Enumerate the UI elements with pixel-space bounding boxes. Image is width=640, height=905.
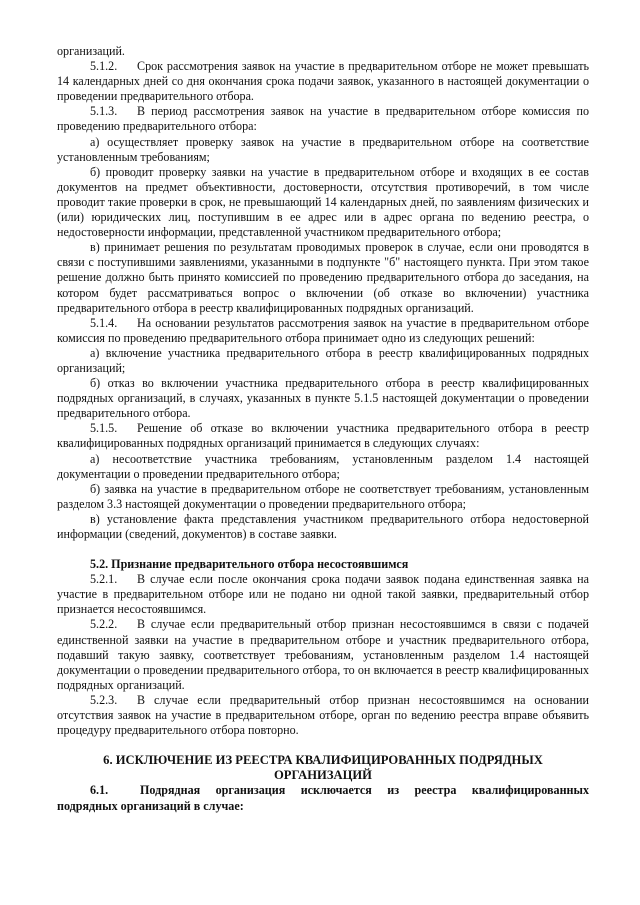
- subclause-text: а) осуществляет проверку заявок на участие в предварительном отборе на соответствие установленным требованиям;: [57, 134, 589, 164]
- clause-number: 5.2.2.: [90, 617, 118, 632]
- subclause-text: в) установление факта представления участником предварительного отбора недостоверной информации (сведений, документов) в составе заявки.: [57, 511, 589, 541]
- subclause-v: [57, 512, 589, 542]
- clause-text: В случае если после окончания срока подачи заявок подана единственная заявка на участие в предварительном отборе или не подано ни одной такой заявки, предварительный отбор признается несостоявшимся.: [57, 572, 589, 617]
- clause-5-1-2: [57, 59, 589, 104]
- clause-number: 5.1.2.: [90, 59, 118, 74]
- subclause-text: б) отказ во включении участника предварительного отбора в реестр квалифицированных подрядных организаций, в случаях, указанных в пункте 5.1.5 настоящей документации о проведении предварительного отбора.: [57, 376, 589, 421]
- subclause-b: [57, 165, 589, 240]
- subclause-b: [57, 376, 589, 421]
- clause-number: 5.1.3.: [90, 104, 118, 119]
- clause-number: 5.1.4.: [90, 315, 118, 330]
- spacer: [57, 738, 589, 753]
- clause-number: 5.2.3.: [90, 692, 118, 707]
- clause-number: 6.1.: [90, 783, 109, 798]
- subclause-a: [57, 452, 589, 482]
- clause-text: В случае если предварительный отбор признан несостоявшимся в связи с подачей единственной заявки на участие в предварительном отборе и участник предварительного отбора, подавший такую заявку, соответствует требованиям, установленным разделом 1.4 настоящей документации о проведении предварительного отбора, то он включается в реестр квалифицированных подрядных организаций.: [57, 617, 589, 692]
- spacer: [57, 542, 589, 557]
- subclause-text: б) заявка на участие в предварительном отборе не соответствует требованиям, установленным разделом 3.3 настоящей документации о проведении предварительного отбора;: [57, 481, 589, 511]
- subclause-text: а) включение участника предварительного отбора в реестр квалифицированных подрядных организаций;: [57, 345, 589, 375]
- subclause-v: [57, 240, 589, 315]
- subclause-text: б) проводит проверку заявки на участие в предварительном отборе и входящих в ее состав документов на предмет объективности, достоверности, отсутствия противоречий, в том числе проводит такие проверки в срок, не превышающий 14 календарных дней, по заявлениям физических и (или) юридических лиц, поступившим в ее адрес или в адрес органа по ведению реестра, о недостоверности информации, представленной участником предварительного отбора;: [57, 164, 589, 240]
- clause-5-1-4: [57, 316, 589, 346]
- paragraph-continuation: [57, 44, 589, 59]
- subclause-a: [57, 135, 589, 165]
- clause-text: Подрядная организация исключается из реестра квалифицированных подрядных организаций в случае:: [57, 783, 589, 813]
- clause-text: На основании результатов рассмотрения заявок на участие в предварительном отборе комиссия по проведению предварительного отбора принимает одно из следующих решений:: [57, 315, 589, 345]
- clause-number: 5.1.5.: [90, 421, 118, 436]
- clause-5-1-3: [57, 104, 589, 134]
- clause-5-2-1: [57, 572, 589, 617]
- paragraph-text: организаций.: [57, 44, 125, 58]
- clause-text: В период рассмотрения заявок на участие в предварительном отборе комиссия по проведению предварительного отбора:: [57, 104, 589, 134]
- subclause-text: а) несоответствие участника требованиям, установленным разделом 1.4 настоящей документации о проведении предварительного отбора;: [57, 451, 589, 481]
- clause-6-1: [57, 783, 589, 813]
- clause-text: В случае если предварительный отбор признан несостоявшимся на основании отсутствия заявок на участие в предварительном отборе, орган по ведению реестра вправе объявить процедуру предварительного отбора повторно.: [57, 692, 589, 738]
- clause-text: Срок рассмотрения заявок на участие в предварительном отборе не может превышать 14 календарных дней со дня окончания срока подачи заявок, указанного в настоящей документации о проведении предварительного отбора.: [57, 59, 589, 104]
- clause-number: 5.2.1.: [90, 572, 118, 587]
- subclause-text: в) принимает решения по результатам проводимых проверок в случае, если они проводятся в связи с поступившими заявлениями, указанными в подпункте "б" настоящего пункта. При этом такое решение должно быть принято комиссией по проведению предварительного отбора до заседания, на котором будет рассматриваться вопрос о включении (об отказе во включении) участника предварительного отбора в реестр квалифицированных подрядных организаций.: [57, 240, 589, 315]
- clause-5-2-3: [57, 693, 589, 738]
- subclause-b: [57, 482, 589, 512]
- document-page: [57, 44, 589, 814]
- clause-5-2-2: [57, 617, 589, 692]
- section-5-2-heading: 5.2. Признание предварительного отбора несостоявшимся: [90, 557, 409, 572]
- section-6-heading-line-2: ОРГАНИЗАЦИЙ: [274, 768, 372, 783]
- subclause-a: [57, 346, 589, 376]
- section-6-heading-line-1: 6. ИСКЛЮЧЕНИЕ ИЗ РЕЕСТРА КВАЛИФИЦИРОВАННЫХ ПОДРЯДНЫХ: [103, 753, 543, 768]
- clause-5-1-5: [57, 421, 589, 451]
- clause-text: Решение об отказе во включении участника предварительного отбора в реестр квалифицированных подрядных организаций принимается в следующих случаях:: [57, 421, 589, 451]
